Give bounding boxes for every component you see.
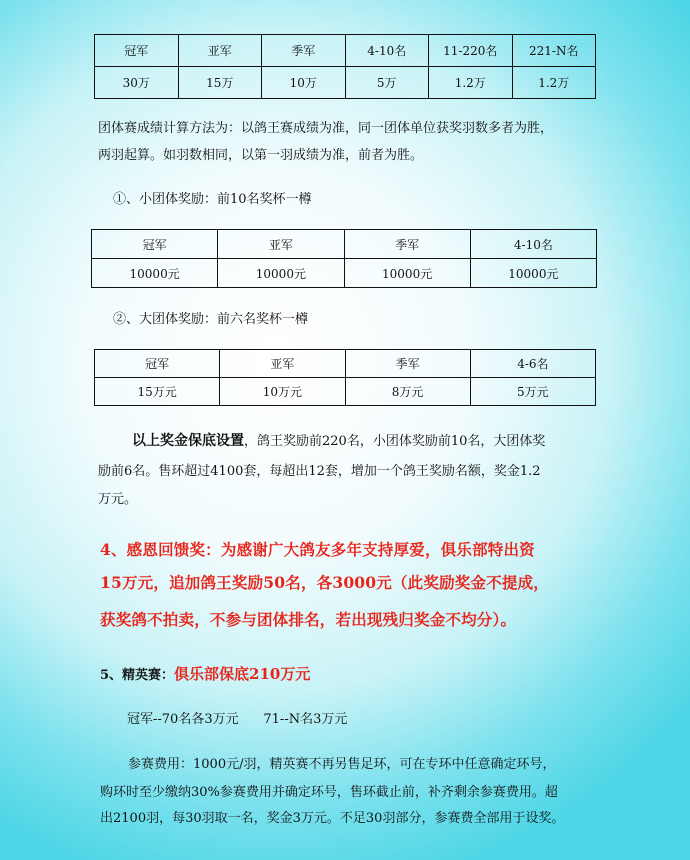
table-cell: 亚军 <box>178 35 262 67</box>
individual-prize-table <box>94 34 596 99</box>
elite-label: 5、精英赛： <box>100 668 175 683</box>
table-cell: 221-N名 <box>512 35 596 67</box>
elite-fee-line1: 参赛费用：1000元/羽，精英赛不再另售足环，可在专环中任意确定环号， <box>128 757 556 772</box>
elite-prizes: 冠军--70名各3万元 71--N名3万元 <box>127 712 348 727</box>
table-cell: 1.2万 <box>429 67 513 99</box>
table-cell: 冠军 <box>95 350 220 378</box>
table-row <box>92 259 597 288</box>
table-cell: 10000元 <box>344 259 470 288</box>
table-cell: 1.2万 <box>512 67 596 99</box>
table-cell: 冠军 <box>95 35 179 67</box>
table-cell: 10000元 <box>470 259 596 288</box>
table-cell: 15万 <box>178 67 262 99</box>
elite-heading <box>100 662 310 688</box>
table-cell: 亚军 <box>220 350 345 378</box>
table-cell: 5万 <box>345 67 429 99</box>
guarantee-line2: 励前6名。售环超过4100套，每超出12套，增加一个鸽王奖励名额，奖金1.2 <box>98 464 541 479</box>
gratitude-line1: 4、感恩回馈奖：为感谢广大鸽友多年支持厚爱，俱乐部特出资 <box>100 540 535 559</box>
table-cell: 10万元 <box>220 378 345 406</box>
table-row <box>95 350 596 378</box>
guarantee-line1 <box>132 428 545 455</box>
table-row <box>95 67 596 99</box>
table-cell: 8万元 <box>345 378 470 406</box>
small-team-table <box>91 229 597 288</box>
small-team-heading: ①、小团体奖励：前10名奖杯一樽 <box>113 192 312 207</box>
table-cell: 5万元 <box>470 378 595 406</box>
big-team-heading: ②、大团体奖励：前六名奖杯一樽 <box>113 312 309 327</box>
table-cell: 季军 <box>344 230 470 259</box>
team-method-line1: 团体赛成绩计算方法为：以鸽王赛成绩为准，同一团体单位获奖羽数多者为胜， <box>98 121 554 136</box>
table-cell: 15万元 <box>95 378 220 406</box>
table-cell: 10万 <box>262 67 346 99</box>
table-cell: 4-10名 <box>345 35 429 67</box>
table-row <box>92 230 597 259</box>
table-cell: 10000元 <box>218 259 344 288</box>
gratitude-line2: 15万元，追加鸽王奖励50名，各3000元（此奖励奖金不提成， <box>100 573 549 592</box>
gratitude-line3: 获奖鸽不拍卖，不参与团体排名，若出现残归奖金不均分）。 <box>100 610 517 629</box>
guarantee-line1-rest: ，鸽王奖励前220名，小团体奖励前10名，大团体奖 <box>244 434 546 449</box>
big-team-table <box>94 349 596 406</box>
table-cell: 季军 <box>345 350 470 378</box>
guarantee-bold-lead: 以上奖金保底设置 <box>132 433 244 449</box>
table-row <box>95 378 596 406</box>
elite-fee-line2: 购环时至少缴纳30%参赛费用并确定环号，售环截止前，补齐剩余参赛费用。超 <box>100 785 558 800</box>
table-cell: 11-220名 <box>429 35 513 67</box>
elite-guarantee: 俱乐部保底210万元 <box>174 665 311 683</box>
table-cell: 4-6名 <box>470 350 595 378</box>
table-cell: 冠军 <box>92 230 218 259</box>
table-cell: 亚军 <box>218 230 344 259</box>
table-cell: 季军 <box>262 35 346 67</box>
elite-fee-line3: 出2100羽，每30羽取一名，奖金3万元。不足30羽部分，参赛费全部用于设奖。 <box>100 811 565 826</box>
table-cell: 4-10名 <box>470 230 596 259</box>
table-row <box>95 35 596 67</box>
team-method-line2: 两羽起算。如羽数相同，以第一羽成绩为准，前者为胜。 <box>98 148 424 163</box>
table-cell: 30万 <box>95 67 179 99</box>
table-cell: 10000元 <box>92 259 218 288</box>
guarantee-line3: 万元。 <box>98 492 138 507</box>
